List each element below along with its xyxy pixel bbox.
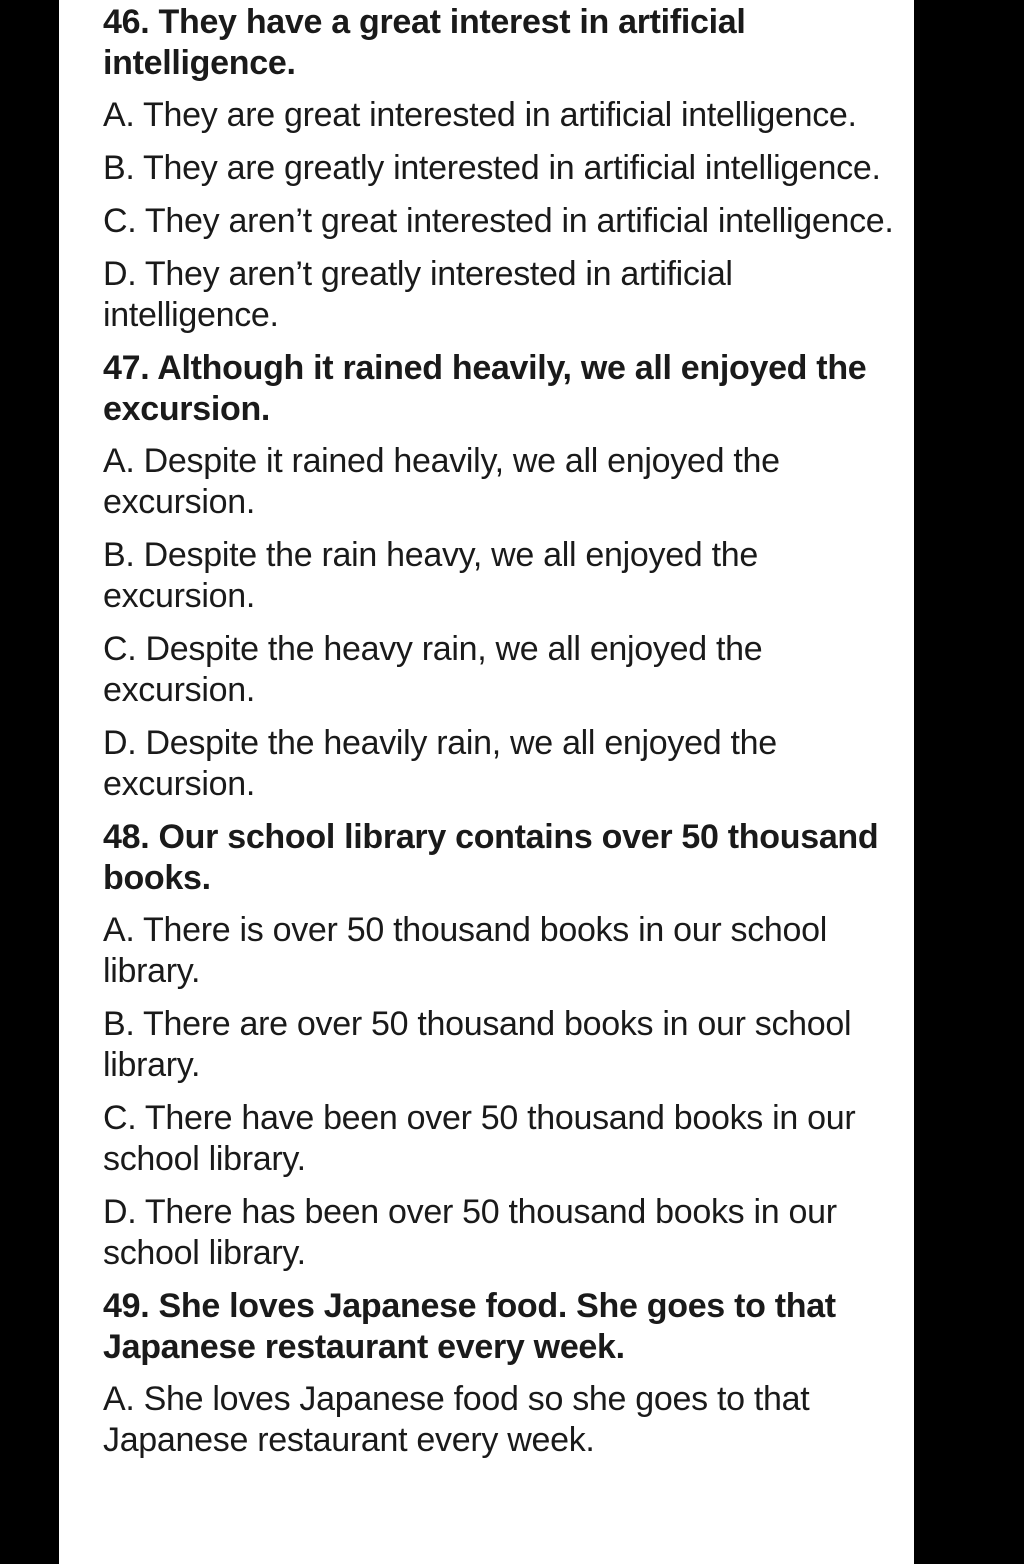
question-title: 46. They have a great interest in artificial intelligence. xyxy=(103,3,746,82)
question-48 xyxy=(103,817,903,1274)
option-d: D. Despite the heavily rain, we all enjoyed the excursion. xyxy=(103,724,777,803)
option-a: A. She loves Japanese food so she goes to that Japanese restaurant every week. xyxy=(103,1380,810,1459)
option-a: A. They are great interested in artificial intelligence. xyxy=(103,96,857,134)
question-list xyxy=(103,2,903,1473)
option-b: B. They are greatly interested in artificial intelligence. xyxy=(103,149,881,187)
option-a: A. There is over 50 thousand books in our school library. xyxy=(103,911,827,990)
question-49 xyxy=(103,1286,903,1461)
question-46 xyxy=(103,2,903,336)
option-a: A. Despite it rained heavily, we all enjoyed the excursion. xyxy=(103,442,780,521)
question-title: 48. Our school library contains over 50 thousand books. xyxy=(103,818,879,897)
option-d: D. They aren’t greatly interested in artificial intelligence. xyxy=(103,255,733,334)
option-d: D. There has been over 50 thousand books in our school library. xyxy=(103,1193,837,1272)
option-c: C. They aren’t great interested in artificial intelligence. xyxy=(103,202,894,240)
option-b: B. Despite the rain heavy, we all enjoyed the excursion. xyxy=(103,536,758,615)
document-page xyxy=(59,0,914,1564)
question-title: 47. Although it rained heavily, we all enjoyed the excursion. xyxy=(103,349,867,428)
question-47 xyxy=(103,348,903,805)
option-c: C. Despite the heavy rain, we all enjoyed the excursion. xyxy=(103,630,763,709)
option-c: C. There have been over 50 thousand books in our school library. xyxy=(103,1099,856,1178)
question-title: 49. She loves Japanese food. She goes to that Japanese restaurant every week. xyxy=(103,1287,836,1366)
option-b: B. There are over 50 thousand books in our school library. xyxy=(103,1005,852,1084)
